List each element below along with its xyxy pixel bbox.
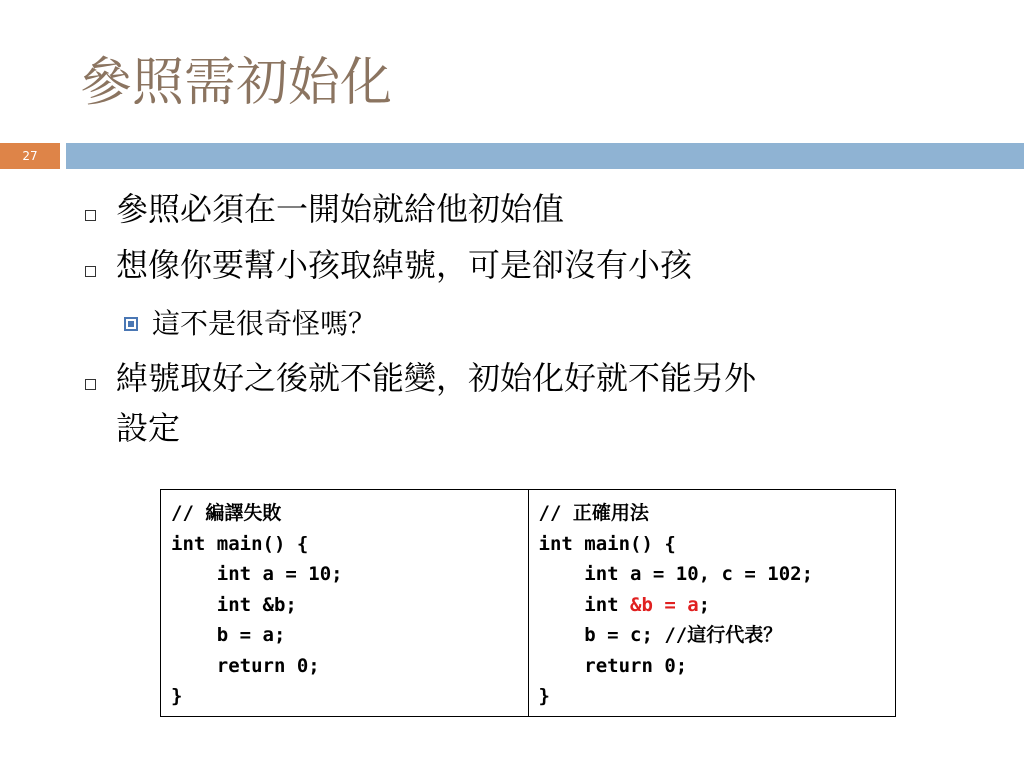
code-line: int a = 10, c = 102; <box>538 563 814 585</box>
code-segment: int <box>538 593 631 616</box>
code-line-highlighted <box>539 590 886 621</box>
code-line: } <box>538 685 550 707</box>
code-line: int a = 10; <box>171 563 343 585</box>
code-cell-fail <box>161 490 528 716</box>
bullet-item-3-line-1: 綽號取好之後就不能變，初始化好就不能另外 <box>116 359 757 397</box>
square-bullet-icon <box>85 210 96 221</box>
filled-square-bullet-icon <box>124 317 138 331</box>
code-highlight: &b = a <box>630 593 699 616</box>
code-line: // 正確用法 <box>538 502 649 524</box>
code-line: int &b; <box>171 593 297 616</box>
page-number: 27 <box>22 149 38 163</box>
code-line: int main() { <box>171 532 309 555</box>
code-line: } <box>171 685 183 707</box>
code-line: b = c; //這行代表？ <box>538 624 783 646</box>
code-line: int main() { <box>538 532 676 555</box>
sub-bullet-item-1: 這不是很奇怪嗎？ <box>152 307 377 340</box>
code-line: // 編譯失敗 <box>171 502 282 524</box>
square-bullet-icon <box>85 266 96 277</box>
code-segment: ; <box>698 593 711 616</box>
code-cell-correct <box>528 490 896 716</box>
code-line: b = a; <box>171 624 286 646</box>
code-comparison-table <box>160 489 896 717</box>
bullet-item-1: 參照必須在一開始就給他初始值 <box>116 190 565 228</box>
code-line: return 0; <box>171 654 320 677</box>
bullet-item-3-line-2: 設定 <box>116 409 181 447</box>
square-bullet-icon <box>85 379 96 390</box>
code-line: return 0; <box>538 654 688 677</box>
slide-title: 參照需初始化 <box>80 53 393 113</box>
bullet-item-2: 想像你要幫小孩取綽號，可是卻沒有小孩 <box>116 246 693 284</box>
